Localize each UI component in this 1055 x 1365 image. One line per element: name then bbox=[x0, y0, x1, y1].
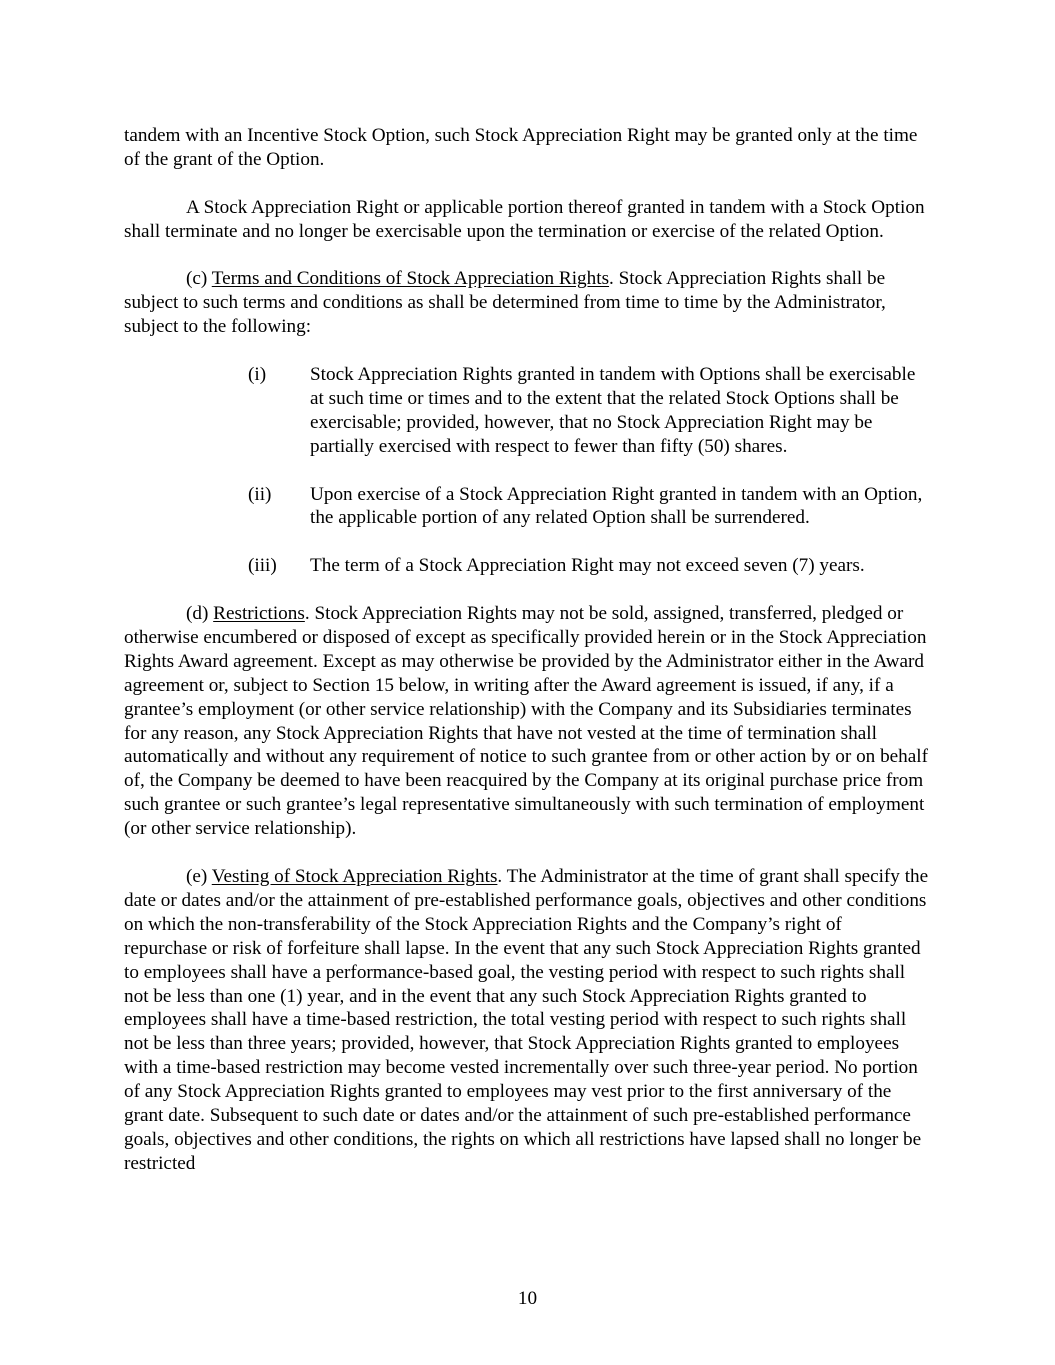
section-e-heading: Vesting of Stock Appreciation Rights bbox=[211, 865, 498, 887]
section-c-body: . Stock Appreciation Rights shall be subject to such terms and conditions as shall be determined from time to time by the Administrator, subject to the following: bbox=[124, 268, 886, 338]
section-e-paragraph bbox=[124, 865, 929, 1176]
list-item-number: (i) bbox=[248, 364, 267, 386]
document-body bbox=[124, 124, 929, 1200]
section-d-body: . Stock Appreciation Rights may not be sold, assigned, transferred, pledged or otherwise encumbered or disposed of except as specifically provided herein or in the Stock Appreciation Rights Award agreement. Except as may otherwise be provided by the Administrator either in the Award agreement or, subject to Section 15 below, in writing after the Award agreement is issued, if any, if a grantee’s employment (or other service relationship) with the Company and its Subsidiaries terminates for any reason, any Stock Appreciation Rights that have not vested at the time of termination shall automatically and without any requirement of notice to such grantee from or other action by or on behalf of, the Company be deemed to have been reacquired by the Company at its original purchase price from such grantee or such grantee’s legal representative simultaneously with such termination of employment (or other service relationship). bbox=[124, 603, 929, 840]
section-c-heading: Terms and Conditions of Stock Appreciation Rights bbox=[211, 268, 610, 290]
section-e-body: . The Administrator at the time of grant shall specify the date or dates and/or the attainment of pre-established performance goals, objectives and other conditions on which the non-transferability of the Stock Appreciation Rights and the Company’s right of repurchase or risk of forfeiture shall lapse. In the event that any such Stock Appreciation Rights granted to employees shall have a performance-based goal, the vesting period with respect to such rights shall not be less than one (1) year, and in the event that any such Stock Appreciation Rights granted to employees shall have a time-based restriction, the total vesting period with respect to such rights shall not be less than three years; provided, however, that Stock Appreciation Rights granted to employees with a time-based restriction may become vested incrementally over such three-year period. No portion of any Stock Appreciation Rights granted to employees may vest prior to the first anniversary of the grant date. Subsequent to such date or dates and/or the attainment of such pre-established performance goals, objectives and other conditions, the rights on which all restrictions have lapsed shall no longer be restricted bbox=[124, 865, 929, 1174]
section-c-prefix: (c) bbox=[186, 268, 212, 290]
section-e-prefix: (e) bbox=[186, 865, 212, 887]
paragraph-continuation: tandem with an Incentive Stock Option, such Stock Appreciation Right may be granted only at the time of the grant of the Option. bbox=[124, 125, 918, 170]
list-item-number: (ii) bbox=[248, 483, 272, 505]
list-item-text: Stock Appreciation Rights granted in tandem with Options shall be exercisable at such time or times and to the extent that the related Stock Options shall be exercisable; provided, however, that no Stock Appreciation Right may be partially exercised with respect to fewer than fifty (50) shares. bbox=[310, 364, 916, 457]
list-item bbox=[248, 483, 929, 531]
paragraph-tandem-termination: A Stock Appreciation Right or applicable portion thereof granted in tandem with a Stock Option shall terminate and no longer be exercisable upon the termination or exercise of the related Option. bbox=[124, 196, 925, 242]
section-c-paragraph bbox=[124, 267, 929, 339]
list-item bbox=[248, 363, 929, 459]
list-item-text: Upon exercise of a Stock Appreciation Right granted in tandem with an Option, the applicable portion of any related Option shall be surrendered. bbox=[310, 483, 923, 529]
page-number: 10 bbox=[517, 1288, 538, 1309]
list-item-number: (iii) bbox=[248, 555, 277, 577]
conditions-list bbox=[248, 363, 929, 578]
list-item bbox=[248, 554, 929, 578]
section-d-paragraph bbox=[124, 602, 929, 841]
list-item-text: The term of a Stock Appreciation Right may not exceed seven (7) years. bbox=[310, 555, 865, 577]
section-d-prefix: (d) bbox=[186, 603, 214, 625]
section-d-heading: Restrictions bbox=[213, 603, 305, 625]
